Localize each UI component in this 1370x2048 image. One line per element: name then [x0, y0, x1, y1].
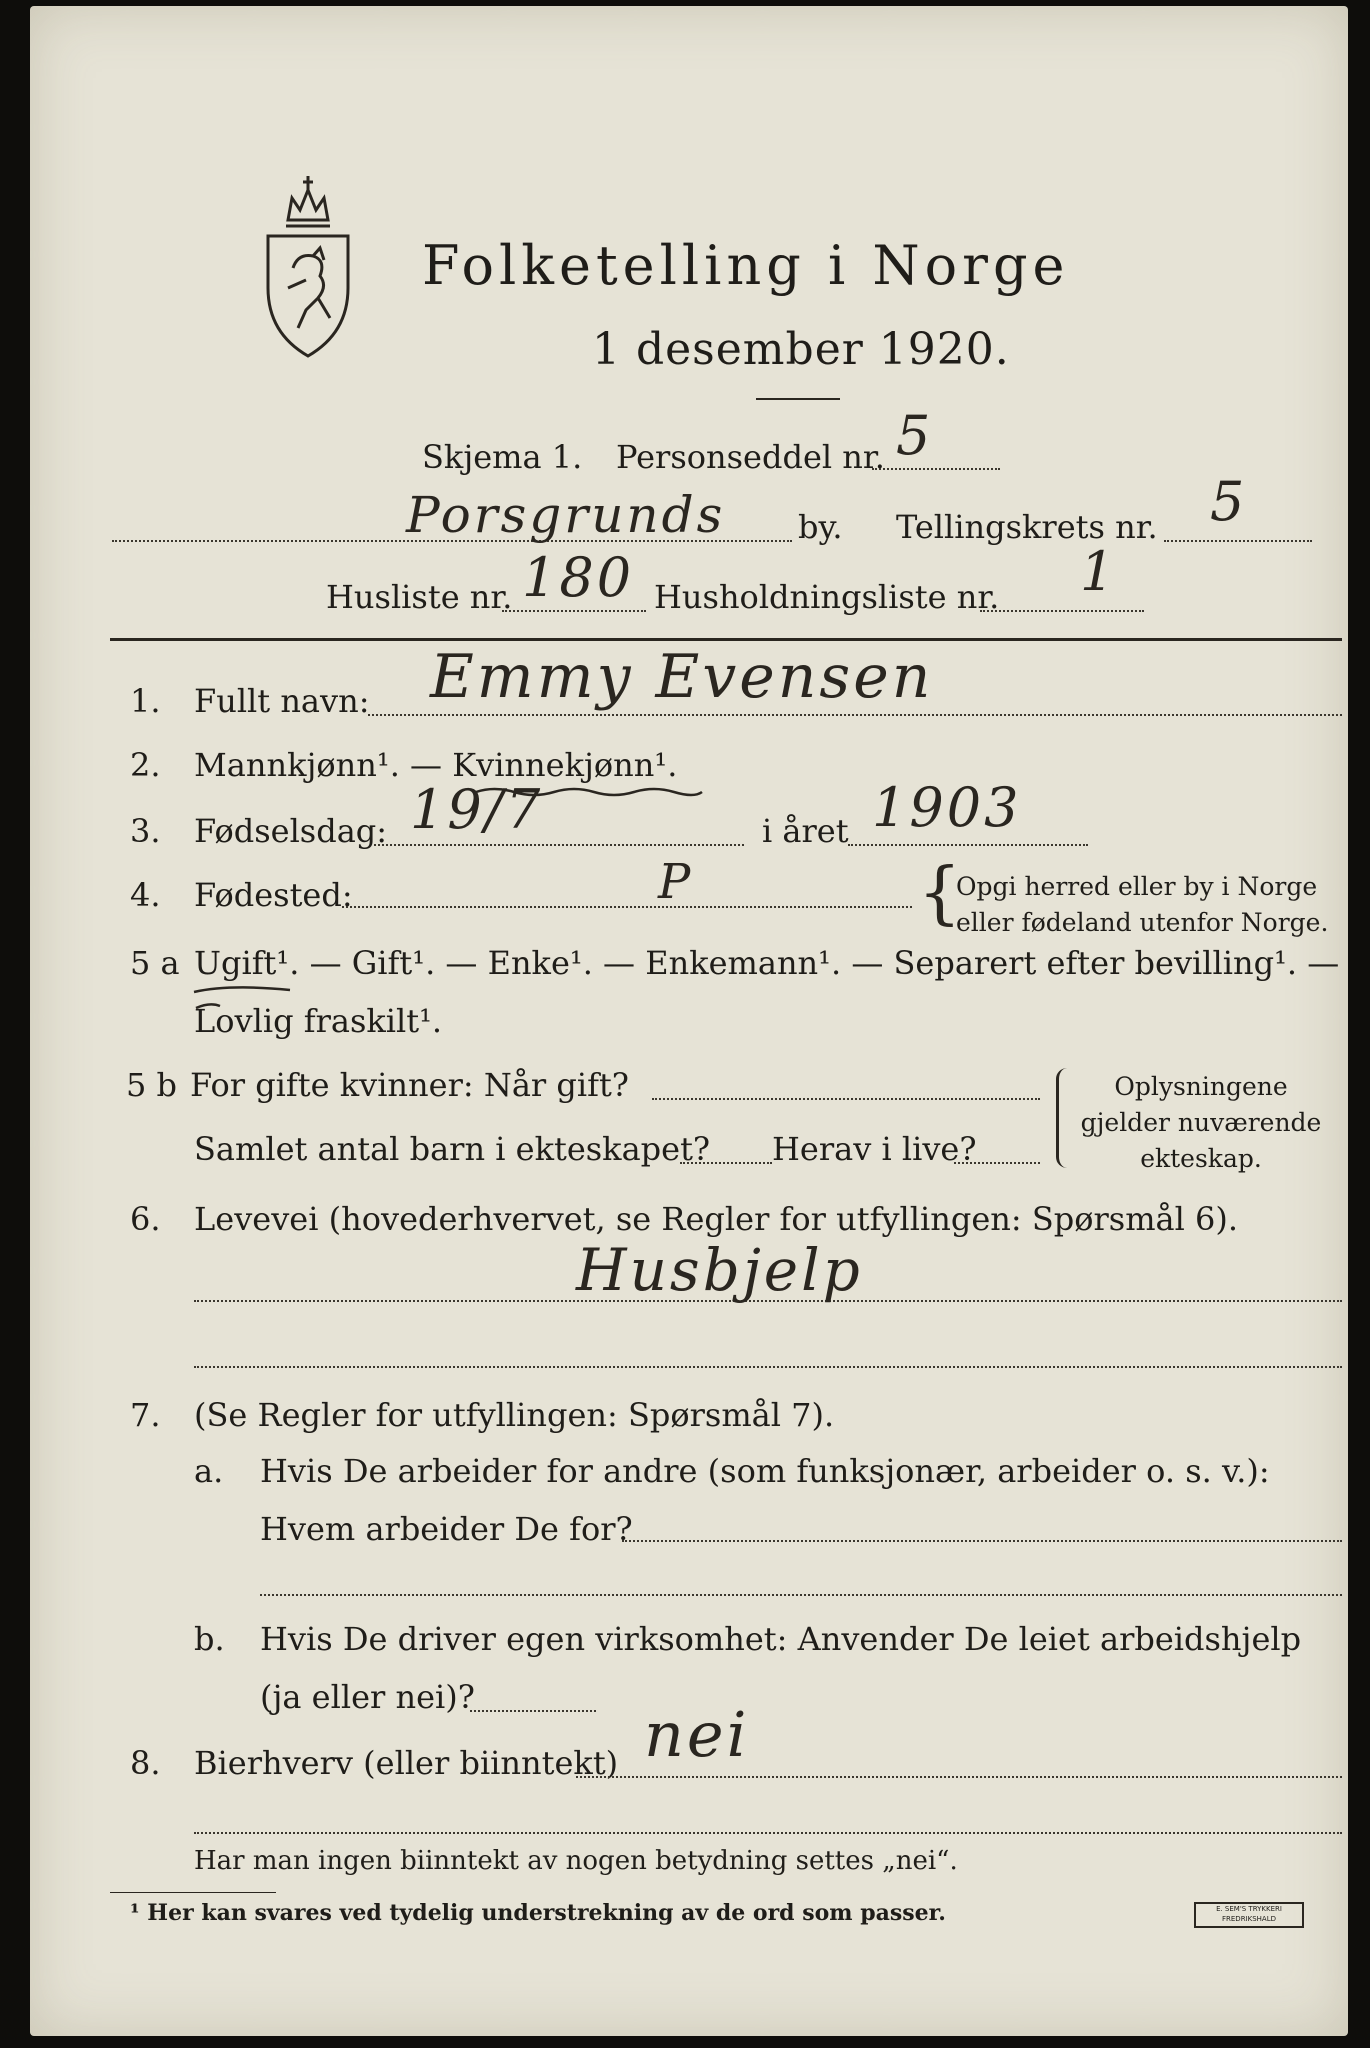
- footer-note: Har man ingen biinntekt av nogen betydning settes „nei“.: [194, 1846, 958, 1876]
- title-divider: [756, 398, 840, 400]
- q5b-married-field-line: [652, 1098, 1040, 1100]
- q7a-line1: Hvis De arbeider for andre (som funksjonær, arbeider o. s. v.):: [260, 1452, 1270, 1490]
- q4-label: Fødested:: [194, 876, 353, 914]
- footnote-rule: [110, 1892, 276, 1893]
- form-title: Folketelling i Norge: [422, 234, 1070, 297]
- tellingskrets-label: Tellingskrets nr.: [896, 508, 1158, 546]
- q5b-alive-label: Herav i live?: [772, 1130, 977, 1168]
- q5a-number: 5 a: [130, 944, 180, 982]
- printer-line1: E. SEM'S TRYKKERI: [1216, 1905, 1282, 1913]
- tellingskrets-value[interactable]: 5: [1210, 470, 1248, 533]
- q7a-letter: a.: [194, 1452, 224, 1490]
- skjema-label: Skjema 1.: [422, 438, 583, 476]
- q1-name-value[interactable]: Emmy Evensen: [430, 642, 934, 712]
- q4-note-line2: eller fødeland utenfor Norge.: [956, 908, 1329, 937]
- q6-number: 6.: [130, 1200, 161, 1238]
- personseddel-value[interactable]: 5: [896, 404, 934, 467]
- q5b-note3: ekteskap.: [1140, 1144, 1262, 1173]
- q2-label: Mannkjønn¹. — Kvinnekjønn¹.: [194, 746, 678, 784]
- husholdning-field-line: [980, 610, 1144, 612]
- q5b-number: 5 b: [126, 1066, 178, 1104]
- q8-label: Bierhverv (eller biinntekt): [194, 1744, 619, 1782]
- q8-field-line-2: [194, 1832, 1342, 1834]
- tellingskrets-field-line: [1164, 540, 1312, 542]
- q2-number: 2.: [130, 746, 161, 784]
- footnote: ¹ Her kan svares ved tydelig understrekning av de ord som passer.: [130, 1900, 946, 1926]
- personseddel-field-line: [872, 468, 1000, 470]
- q1-number: 1.: [130, 682, 161, 720]
- q4-field-line: [342, 906, 912, 908]
- q1-field-line: [368, 714, 1342, 716]
- by-value[interactable]: Porsgrunds: [406, 486, 726, 544]
- q7a-field-line-2: [260, 1594, 1342, 1596]
- q3-label: Fødselsdag:: [194, 812, 388, 850]
- personseddel-label: Personseddel nr.: [616, 438, 885, 476]
- census-form-page: [30, 6, 1348, 2036]
- q5a-line2: Lovlig fraskilt¹.: [194, 1002, 443, 1040]
- q7a-field-line-1: [622, 1540, 1342, 1542]
- q5b-line1: For gifte kvinner: Når gift?: [190, 1066, 629, 1104]
- q4-number: 4.: [130, 876, 161, 914]
- q6-occupation-value[interactable]: Husbjelp: [576, 1236, 863, 1304]
- q8-number: 8.: [130, 1744, 161, 1782]
- q5b-note2: gjelder nuværende: [1080, 1108, 1322, 1137]
- husliste-field-line: [502, 610, 646, 612]
- q1-label: Fullt navn:: [194, 682, 370, 720]
- census-date: 1 desember 1920.: [592, 324, 1010, 375]
- q4-birthplace-value[interactable]: P: [658, 854, 694, 910]
- q3-date-field-line: [374, 844, 744, 846]
- q5b-children-label: Samlet antal barn i ekteskapet?: [194, 1130, 711, 1168]
- q6-label: Levevei (hovederhvervet, se Regler for utfyllingen: Spørsmål 6).: [194, 1200, 1239, 1238]
- q5a-line1: Ugift¹. — Gift¹. — Enke¹. — Enkemann¹. — Separert efter bevilling¹. —: [194, 944, 1340, 982]
- q3-year-label: i året: [762, 812, 849, 850]
- husliste-value[interactable]: 180: [522, 546, 635, 609]
- printer-stamp: [1194, 1902, 1304, 1928]
- q4-note-line1: Opgi herred eller by i Norge: [956, 872, 1318, 901]
- q6-field-line-2: [194, 1366, 1342, 1368]
- q7a-line2: Hvem arbeider De for?: [260, 1510, 633, 1548]
- q4-brace: {: [918, 854, 962, 933]
- q5a-underline-mark: [190, 980, 310, 1020]
- q3-year-value[interactable]: 1903: [872, 776, 1022, 839]
- q5b-children-field-line: [680, 1162, 772, 1164]
- q7b-letter: b.: [194, 1620, 225, 1658]
- printer-line2: FREDRIKSHALD: [1221, 1915, 1276, 1923]
- q5b-note1: Oplysningene: [1114, 1072, 1288, 1101]
- q7b-field-line: [470, 1710, 596, 1712]
- husholdning-value[interactable]: 1: [1080, 540, 1118, 603]
- q8-value[interactable]: nei: [644, 1698, 750, 1771]
- q7b-line2: (ja eller nei)?: [260, 1678, 475, 1716]
- husholdning-label: Husholdningsliste nr.: [654, 578, 1000, 616]
- q7-number: 7.: [130, 1396, 161, 1434]
- q7-label: (Se Regler for utfyllingen: Spørsmål 7).: [194, 1396, 835, 1434]
- coat-of-arms-icon: [258, 168, 358, 368]
- q7b-line1: Hvis De driver egen virksomhet: Anvender De leiet arbeidshjelp: [260, 1620, 1302, 1658]
- header-rule: [110, 638, 1342, 641]
- q5b-alive-field-line: [954, 1162, 1040, 1164]
- q3-birthday-value[interactable]: 19/7: [410, 778, 544, 841]
- q3-year-field-line: [848, 844, 1088, 846]
- by-label: by.: [798, 508, 843, 546]
- husliste-label: Husliste nr.: [326, 578, 513, 616]
- q8-field-line-1: [576, 1776, 1342, 1778]
- q3-number: 3.: [130, 812, 161, 850]
